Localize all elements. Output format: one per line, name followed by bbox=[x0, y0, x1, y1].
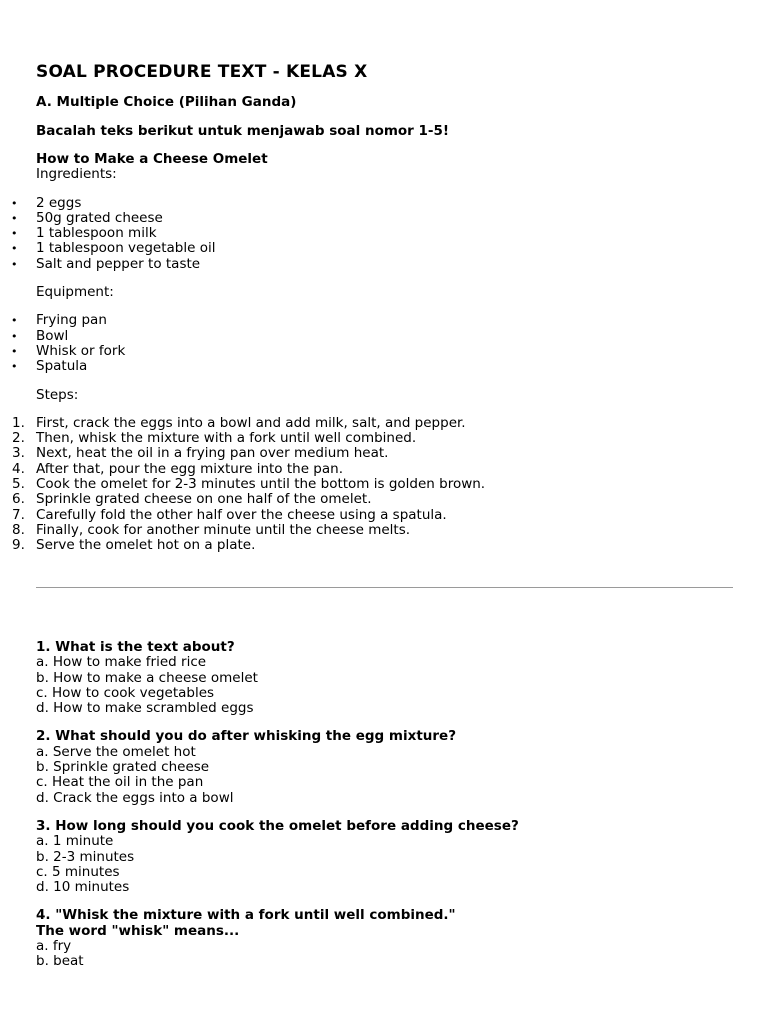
document-body bbox=[36, 62, 733, 554]
answer-option: a. fry bbox=[36, 938, 72, 955]
steps-list bbox=[36, 416, 733, 554]
question-text: 4. "Whisk the mixture with a fork until well combined." bbox=[36, 907, 456, 924]
answer-option: b. Sprinkle grated cheese bbox=[36, 759, 210, 776]
list-item: After that, pour the egg mixture into the pan. bbox=[36, 460, 343, 477]
list-item: • 1 tablespoon vegetable oil bbox=[36, 241, 733, 256]
ingredients-list bbox=[36, 196, 733, 272]
steps-label: Steps: bbox=[36, 386, 79, 403]
list-item: • Frying pan bbox=[36, 313, 733, 328]
list-item: Next, heat the oil in a frying pan over medium heat. bbox=[36, 445, 389, 462]
list-item: First, crack the eggs into a bowl and add milk, salt, and pepper. bbox=[36, 414, 466, 431]
divider bbox=[36, 587, 733, 588]
instruction-text: Bacalah teks berikut untuk menjawab soal nomor 1-5! bbox=[36, 123, 450, 139]
question-2 bbox=[36, 729, 733, 805]
questions-section bbox=[36, 640, 733, 983]
equipment-list bbox=[36, 313, 733, 374]
answer-option: d. Crack the eggs into a bowl bbox=[36, 789, 234, 806]
list-item: • Whisk or fork bbox=[36, 344, 733, 359]
list-item: • 50g grated cheese bbox=[36, 211, 733, 226]
list-item: • 1 tablespoon milk bbox=[36, 226, 733, 241]
list-item: Serve the omelet hot on a plate. bbox=[36, 537, 256, 554]
answer-option: c. Heat the oil in the pan bbox=[36, 774, 204, 791]
question-4 bbox=[36, 908, 733, 969]
list-item: Then, whisk the mixture with a fork until well combined. bbox=[36, 430, 417, 447]
ingredients-label: Ingredients: bbox=[36, 166, 117, 183]
question-subtext: The word "whisk" means... bbox=[36, 922, 240, 939]
answer-option: b. 2-3 minutes bbox=[36, 848, 135, 865]
list-item: Cook the omelet for 2-3 minutes until the bottom is golden brown. bbox=[36, 476, 486, 493]
text-title: How to Make a Cheese Omelet bbox=[36, 151, 268, 167]
list-item: Sprinkle grated cheese on one half of the omelet. bbox=[36, 491, 372, 508]
list-item: Finally, cook for another minute until the cheese melts. bbox=[36, 521, 411, 538]
answer-option: c. 5 minutes bbox=[36, 863, 120, 880]
answer-option: a. Serve the omelet hot bbox=[36, 743, 196, 760]
answer-option: a. How to make fried rice bbox=[36, 654, 207, 671]
answer-option: b. How to make a cheese omelet bbox=[36, 669, 258, 686]
answer-option: a. 1 minute bbox=[36, 833, 114, 850]
list-item: Carefully fold the other half over the cheese using a spatula. bbox=[36, 506, 447, 523]
question-text: 1. What is the text about? bbox=[36, 639, 235, 655]
section-heading: A. Multiple Choice (Pilihan Ganda) bbox=[36, 94, 297, 110]
list-item: • Salt and pepper to taste bbox=[36, 257, 733, 272]
list-item: • Bowl bbox=[36, 329, 733, 344]
answer-option: d. How to make scrambled eggs bbox=[36, 700, 254, 717]
list-item: • Spatula bbox=[36, 359, 733, 374]
answer-option: b. beat bbox=[36, 953, 84, 970]
page-title: SOAL PROCEDURE TEXT - KELAS X bbox=[36, 62, 368, 82]
answer-option: c. How to cook vegetables bbox=[36, 684, 215, 701]
answer-option: d. 10 minutes bbox=[36, 879, 130, 896]
equipment-label: Equipment: bbox=[36, 284, 114, 301]
question-text: 3. How long should you cook the omelet before adding cheese? bbox=[36, 817, 519, 834]
list-item: • 2 eggs bbox=[36, 196, 733, 211]
question-1 bbox=[36, 640, 733, 716]
question-text: 2. What should you do after whisking the egg mixture? bbox=[36, 728, 457, 745]
question-3 bbox=[36, 819, 733, 895]
